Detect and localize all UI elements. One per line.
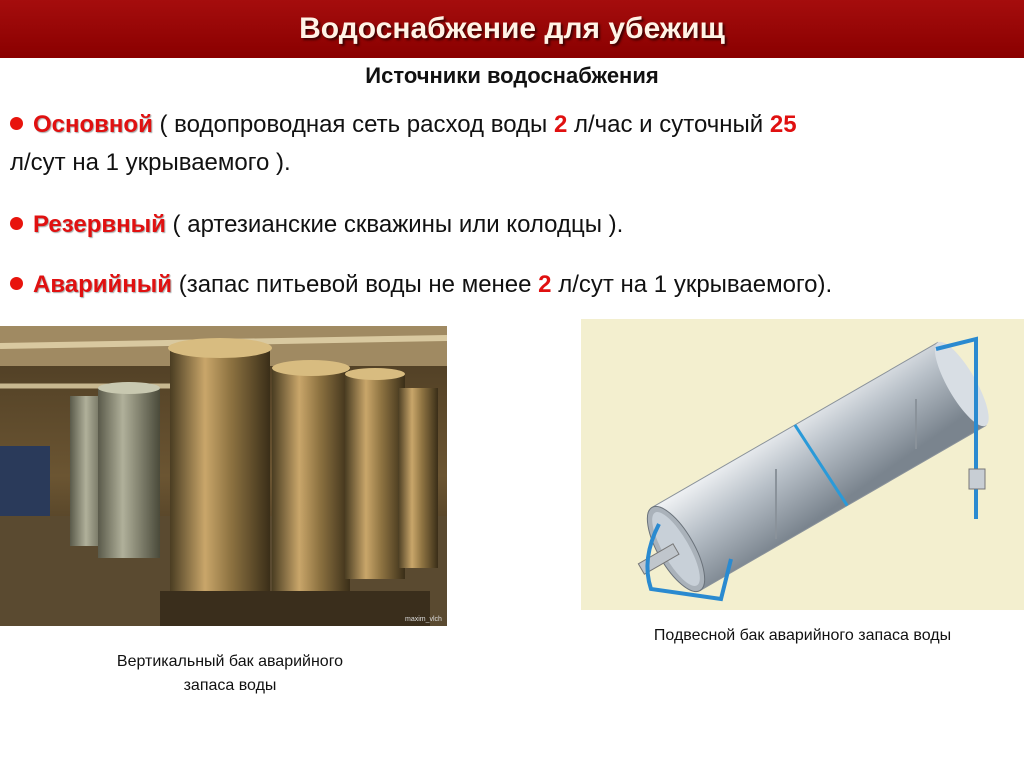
bullet-text: л/сут на 1 укрываемого ).: [10, 149, 291, 176]
bullet-main-source: [10, 106, 1010, 182]
left-figure-caption: [60, 650, 400, 698]
left-caption-line-2: запаса воды: [183, 677, 277, 694]
bullet-reserve-source: [10, 206, 1010, 244]
bullet-text: ( артезианские скважины или колодцы ).: [165, 211, 624, 238]
value-hourly: 2: [553, 111, 568, 138]
bullet-dot: [10, 117, 23, 130]
value-daily: 25: [769, 111, 797, 138]
bullet-text: (запас питьевой воды не менее: [172, 271, 539, 298]
section-subtitle: Источники водоснабжения: [365, 63, 659, 88]
bullet-dot: [10, 277, 23, 290]
suspended-tank-illustration: [581, 319, 1024, 610]
bullet-dot: [10, 217, 23, 230]
photo-vertical-tanks: [0, 326, 447, 626]
illustration-suspended-tank: [581, 319, 1024, 610]
right-figure-caption: Подвесной бак аварийного запаса воды: [653, 627, 952, 644]
bullet-text: ( водопроводная сеть расход воды: [152, 111, 554, 138]
value-emergency: 2: [538, 271, 552, 298]
term-reserve: Резервный: [33, 211, 166, 238]
term-main: Основной: [33, 111, 153, 138]
vertical-tanks-illustration: [0, 326, 447, 626]
photo-watermark: maxim_vlch: [405, 616, 442, 623]
left-caption-line-1: Вертикальный бак аварийного: [116, 653, 344, 670]
slide-title: Водоснабжение для убежищ: [299, 12, 725, 45]
term-emergency: Аварийный: [33, 271, 173, 298]
bullet-text: л/час и суточный: [567, 111, 770, 138]
bullet-emergency-source: [10, 266, 1010, 304]
bullet-text: л/сут на 1 укрываемого).: [551, 271, 833, 298]
title-bar: [0, 0, 1024, 58]
